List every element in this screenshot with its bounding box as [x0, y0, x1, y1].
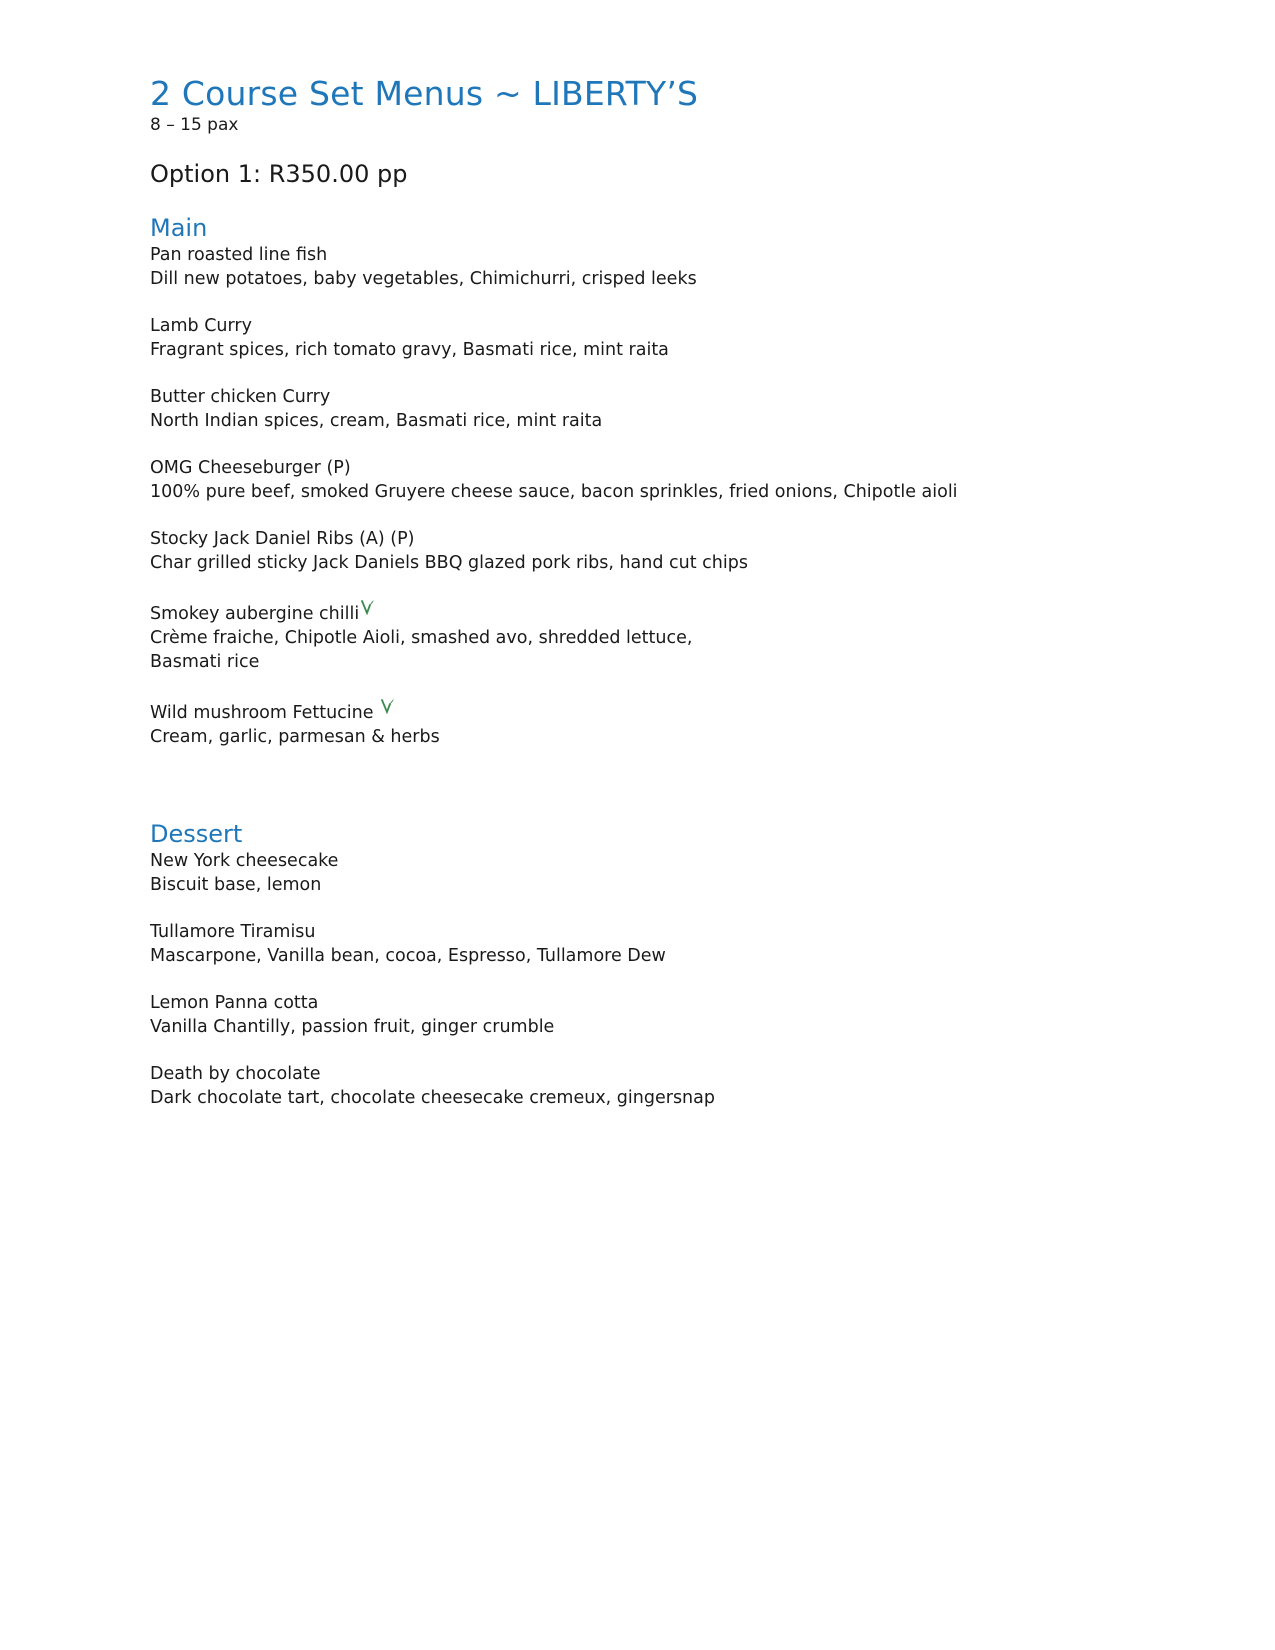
item-name: OMG Cheeseburger (P): [150, 458, 351, 478]
menu-item: [150, 849, 1150, 897]
page-title: 2 Course Set Menus ~ LIBERTY’S: [150, 74, 699, 113]
option-price: Option 1: R350.00 pp: [150, 160, 408, 188]
main-section: [150, 243, 1150, 749]
item-description: Biscuit base, lemon: [150, 875, 322, 895]
menu-item: [150, 598, 1150, 674]
menu-item: [150, 1062, 1150, 1110]
menu-item: [150, 243, 1150, 291]
item-name-row: [150, 598, 1150, 626]
menu-item: [150, 991, 1150, 1039]
item-description-line2: Basmati rice: [150, 652, 260, 672]
dessert-section: [150, 849, 1150, 1110]
item-name: Lamb Curry: [150, 316, 252, 336]
section-heading-dessert: Dessert: [150, 820, 243, 848]
menu-item: [150, 920, 1150, 968]
menu-item: [150, 314, 1150, 362]
item-description: Vanilla Chantilly, passion fruit, ginger crumble: [150, 1017, 555, 1037]
menu-item: [150, 697, 1150, 749]
menu-item: [150, 456, 1150, 504]
item-description: Fragrant spices, rich tomato gravy, Basmati rice, mint raita: [150, 340, 669, 360]
item-name: Tullamore Tiramisu: [150, 922, 316, 942]
item-name: Smokey aubergine chilli: [150, 604, 360, 624]
item-description: Dill new potatoes, baby vegetables, Chimichurri, crisped leeks: [150, 269, 697, 289]
item-name-row: [150, 697, 1150, 725]
item-name: Death by chocolate: [150, 1064, 321, 1084]
item-description-line1: Crème fraiche, Chipotle Aioli, smashed avo, shredded lettuce,: [150, 628, 693, 648]
vegetarian-icon: [381, 697, 395, 713]
vegetarian-icon: [361, 598, 375, 614]
menu-page: [150, 74, 1150, 1110]
pax-range: 8 – 15 pax: [150, 115, 239, 135]
item-description: Char grilled sticky Jack Daniels BBQ glazed pork ribs, hand cut chips: [150, 553, 748, 573]
item-description: Dark chocolate tart, chocolate cheesecake cremeux, gingersnap: [150, 1088, 715, 1108]
menu-item: [150, 385, 1150, 433]
item-description: 100% pure beef, smoked Gruyere cheese sauce, bacon sprinkles, fried onions, Chipotle aioli: [150, 482, 958, 502]
section-heading-main: Main: [150, 214, 208, 242]
item-description: Cream, garlic, parmesan & herbs: [150, 727, 440, 747]
item-name: Lemon Panna cotta: [150, 993, 319, 1013]
item-name: Butter chicken Curry: [150, 387, 331, 407]
item-name: Wild mushroom Fettucine: [150, 703, 374, 723]
item-name: New York cheesecake: [150, 851, 339, 871]
item-description: North Indian spices, cream, Basmati rice, mint raita: [150, 411, 603, 431]
item-name: Stocky Jack Daniel Ribs (A) (P): [150, 529, 415, 549]
item-description: Mascarpone, Vanilla bean, cocoa, Espresso, Tullamore Dew: [150, 946, 666, 966]
menu-item: [150, 527, 1150, 575]
item-name: Pan roasted line fish: [150, 245, 328, 265]
